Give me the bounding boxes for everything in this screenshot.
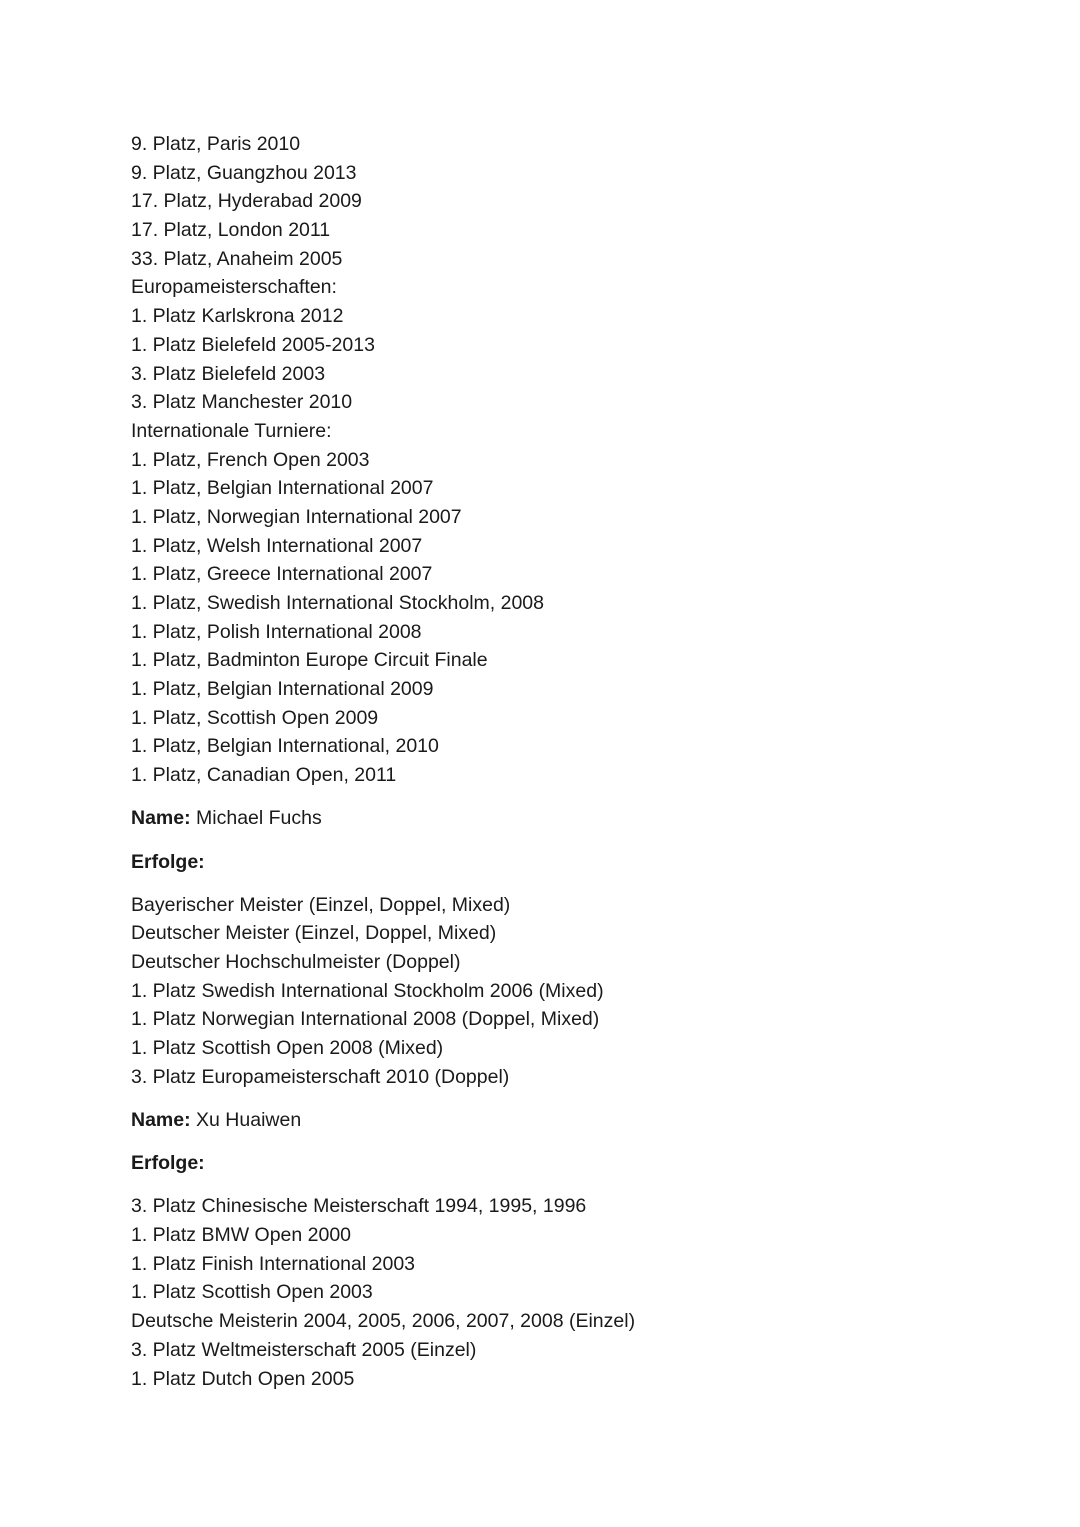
document-page <box>131 130 1031 1393</box>
list-item: Bayerischer Meister (Einzel, Doppel, Mixed) <box>131 893 511 916</box>
list-item: 1. Platz, Norwegian International 2007 <box>131 505 462 528</box>
list-item: 1. Platz, Polish International 2008 <box>131 620 422 643</box>
list-item: 1. Platz BMW Open 2000 <box>131 1224 352 1247</box>
person-name-xu-huaiwen <box>131 1106 1031 1135</box>
list-item: 1. Platz Scottish Open 2008 (Mixed) <box>131 1037 444 1060</box>
list-item: 3. Platz Weltmeisterschaft 2005 (Einzel) <box>131 1338 477 1361</box>
section-label-europameisterschaften: Europameisterschaften: <box>131 276 337 299</box>
results-list-michael-fuchs <box>131 891 1031 1092</box>
list-item: 3. Platz Chinesische Meisterschaft 1994, 1995, 1996 <box>131 1195 587 1218</box>
list-item: 1. Platz Dutch Open 2005 <box>131 1367 355 1390</box>
name-label: Name: <box>131 807 191 830</box>
list-item: 1. Platz Karlskrona 2012 <box>131 305 344 328</box>
list-item: Deutscher Meister (Einzel, Doppel, Mixed) <box>131 922 497 945</box>
list-item: 1. Platz, Canadian Open, 2011 <box>131 764 397 787</box>
list-item: 17. Platz, Hyderabad 2009 <box>131 190 362 213</box>
list-item: 33. Platz, Anaheim 2005 <box>131 247 343 270</box>
list-item: 17. Platz, London 2011 <box>131 219 331 242</box>
list-item: 1. Platz, Belgian International 2009 <box>131 678 434 701</box>
name-label: Name: <box>131 1109 191 1131</box>
list-item: Deutscher Hochschulmeister (Doppel) <box>131 951 461 974</box>
list-item: 1. Platz Norwegian International 2008 (Doppel, Mixed) <box>131 1008 600 1031</box>
list-item: Deutsche Meisterin 2004, 2005, 2006, 2007, 2008 (Einzel) <box>131 1310 636 1333</box>
list-item: 1. Platz Scottish Open 2003 <box>131 1281 373 1304</box>
list-item: 1. Platz, Greece International 2007 <box>131 563 433 586</box>
list-item: 3. Platz Europameisterschaft 2010 (Doppel) <box>131 1065 510 1088</box>
list-item: 1. Platz, Badminton Europe Circuit Finale <box>131 649 488 672</box>
list-item: 1. Platz Swedish International Stockholm 2006 (Mixed) <box>131 979 604 1002</box>
list-item: 1. Platz Bielefeld 2005-2013 <box>131 333 375 356</box>
list-item: 1. Platz, Belgian International 2007 <box>131 477 434 500</box>
name-value: Xu Huaiwen <box>190 1109 302 1131</box>
erfolge-heading: Erfolge: <box>131 850 205 873</box>
results-list-xu-huaiwen <box>131 1192 1031 1393</box>
list-item: 9. Platz, Guangzhou 2013 <box>131 161 357 184</box>
person-name-michael-fuchs <box>131 804 1031 833</box>
list-item: 1. Platz Finish International 2003 <box>131 1252 416 1275</box>
list-item: 1. Platz, Scottish Open 2009 <box>131 706 379 729</box>
name-value: Michael Fuchs <box>190 807 322 830</box>
list-item: 9. Platz, Paris 2010 <box>131 133 301 155</box>
results-list-continued <box>131 130 1031 790</box>
list-item: 3. Platz Manchester 2010 <box>131 391 353 414</box>
list-item: 1. Platz, Welsh International 2007 <box>131 534 423 557</box>
list-item: 1. Platz, Swedish International Stockholm, 2008 <box>131 592 544 614</box>
section-label-internationale-turniere: Internationale Turniere: <box>131 419 332 442</box>
list-item: 3. Platz Bielefeld 2003 <box>131 362 326 385</box>
list-item: 1. Platz, Belgian International, 2010 <box>131 735 439 758</box>
list-item: 1. Platz, French Open 2003 <box>131 448 370 471</box>
erfolge-heading: Erfolge: <box>131 1152 205 1175</box>
